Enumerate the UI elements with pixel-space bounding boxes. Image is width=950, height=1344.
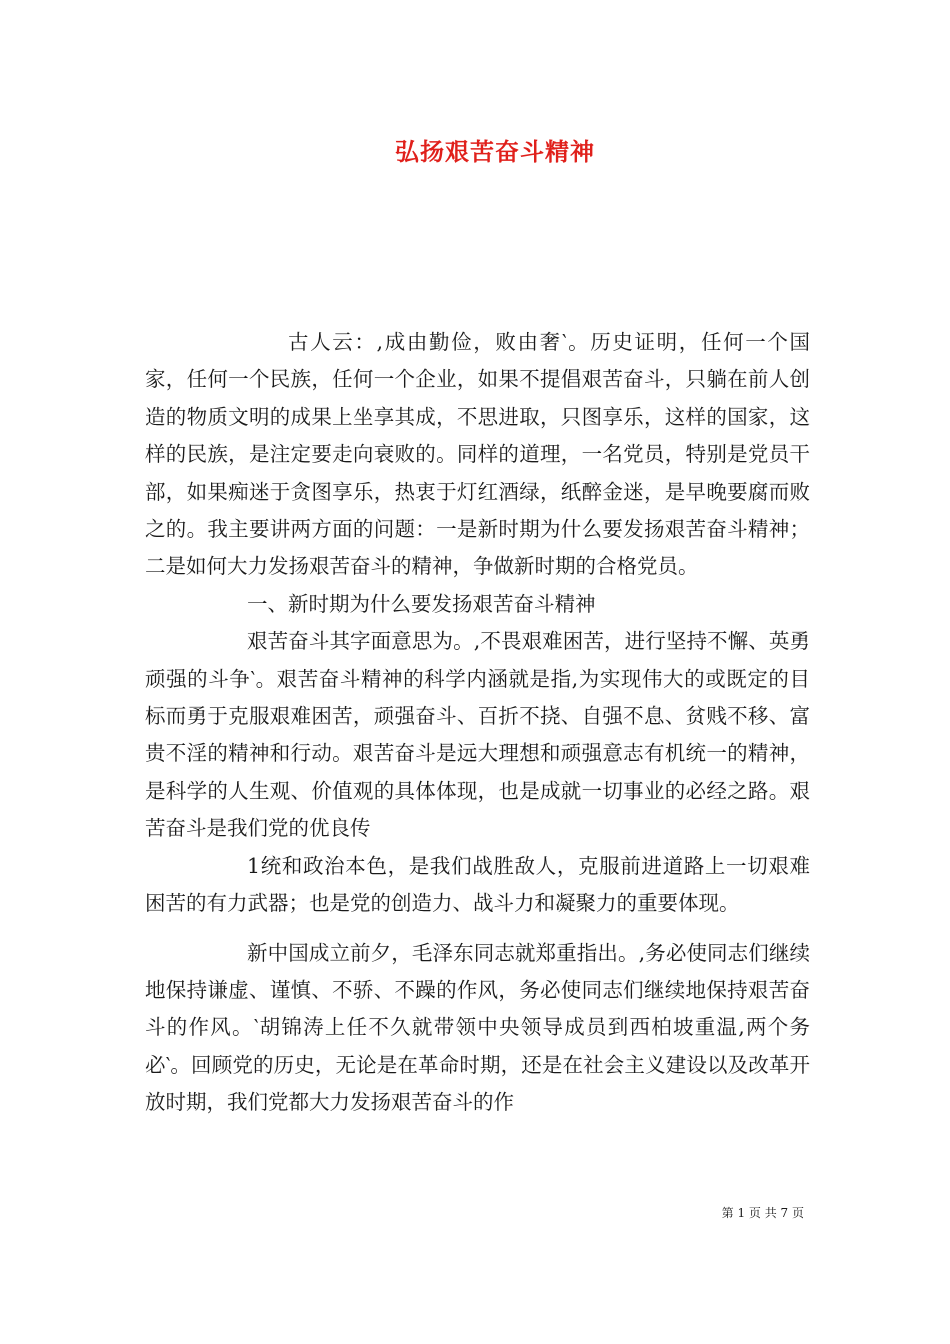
document-title: 弘扬艰苦奋斗精神 <box>395 137 595 166</box>
page-number: 第 1 页 共 7 页 <box>721 1206 804 1220</box>
paragraph-tradition: 1统和政治本色，是我们战胜敌人，克服前进道路上一切艰难困苦的有力武器；也是党的创造力、战斗力和凝聚力的重要体现。 <box>145 853 810 916</box>
paragraph-intro: 古人云：,成由勤俭，败由奢‵。历史证明，任何一个国家，任何一个民族，任何一个企业，如果不提倡艰苦奋斗，只躺在前人创造的物质文明的成果上坐享其成，不思进取，只图享乐，这样的国家，这样的民族，是注定要走向衰败的。同样的道理，一名党员，特别是党员干部，如果痴迷于贪图享乐，热衷于灯红酒绿，纸醉金迷，是早晚要腐而败之的。我主要讲两方面的问题：一是新时期为什么要发扬艰苦奋斗精神；二是如何大力发扬艰苦奋斗的精神，争做新时期的合格党员。 <box>145 330 810 579</box>
section-heading: 一、新时期为什么要发扬艰苦奋斗精神 <box>247 591 596 616</box>
paragraph-meaning: 艰苦奋斗其字面意思为。,不畏艰难困苦，进行坚持不懈、英勇顽强的斗争‵。艰苦奋斗精神的科学内涵就是指,为实现伟大的或既定的目标而勇于克服艰难困苦，顽强奋斗、百折不挠、自强不息、贫贱不移、富贵不淫的精神和行动。艰苦奋斗是远大理想和顽强意志有机统一的精神，是科学的人生观、价值观的具体体现，也是成就一切事业的必经之路。艰苦奋斗是我们党的优良传 <box>145 629 810 841</box>
document-body <box>145 324 810 1122</box>
paragraph-history: 新中国成立前夕，毛泽东同志就郑重指出。,务必使同志们继续地保持谦虚、谨慎、不骄、不躁的作风，务必使同志们继续地保持艰苦奋斗的作风。‵胡锦涛上任不久就带领中央领导成员到西柏坡重温,两个务必‵。回顾党的历史，无论是在革命时期，还是在社会主义建设以及改革开放时期，我们党都大力发扬艰苦奋斗的作 <box>145 940 810 1115</box>
